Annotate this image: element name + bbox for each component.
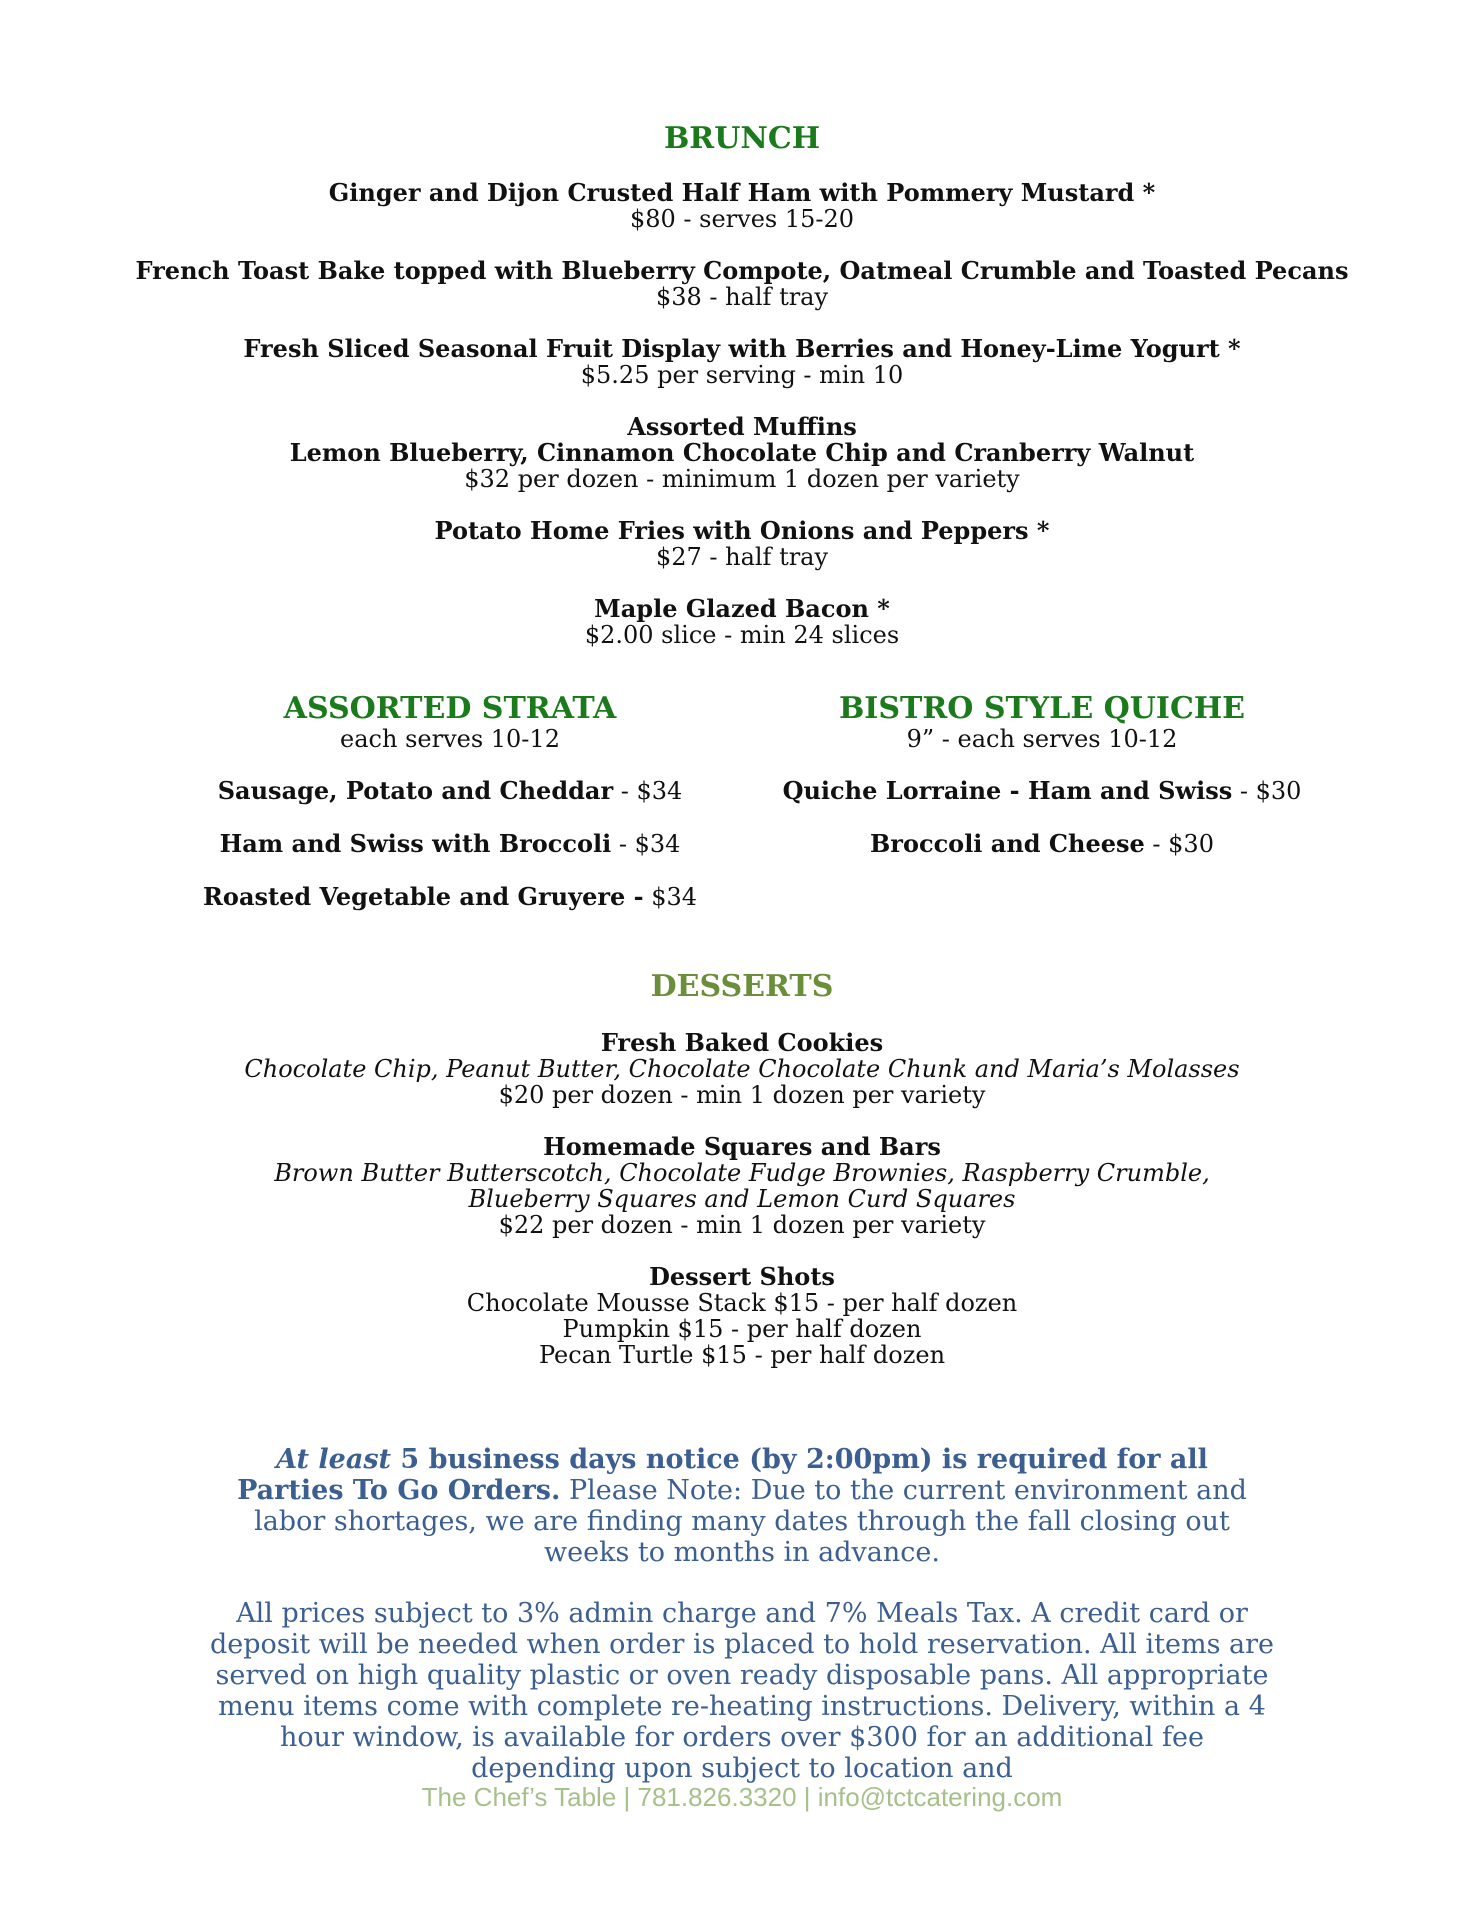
item-price: Pecan Turtle $15 - per half dozen <box>538 1341 946 1369</box>
notice-rest: Please Note: Due to the current environment and labor shortages, we are finding many dates through the fall closing out weeks to months in advance. <box>254 1475 1247 1568</box>
quiche-item <box>762 778 1322 804</box>
quiche-section <box>762 692 1322 857</box>
item-name: Ginger and Dijon Crusted Half Ham with Pommery Mustard * <box>328 178 1156 207</box>
item-name: Potato Home Fries with Onions and Peppers * <box>434 516 1050 545</box>
brunch-heading: BRUNCH <box>663 121 821 156</box>
footer-contact: The Chef’s Table | 781.826.3320 | info@tctcatering.com <box>421 1782 1063 1812</box>
item-price: $5.25 per serving - min 10 <box>580 361 904 389</box>
desserts-heading: DESSERTS <box>650 969 834 1004</box>
item-price: - $34 <box>611 830 681 858</box>
quiche-item <box>762 831 1322 857</box>
terms-text: All prices subject to 3% admin charge and 7% Meals Tax. A credit card or deposit will be needed when order is placed to hold reservation. All items are served on high quality plastic or oven ready disposable pans. All appropriate menu items come with complete re-heating instructions. Delivery, within a 4 hour window, is available for orders over $300 for an additional fee depending upon subject to location and <box>210 1598 1275 1784</box>
item-name: Assorted Muffins <box>627 412 857 441</box>
quiche-heading: BISTRO STYLE QUICHE <box>838 691 1246 726</box>
item-name: Ham and Swiss with Broccoli <box>219 829 612 858</box>
item-name: Broccoli and Cheese <box>870 829 1145 858</box>
menu-item <box>0 1264 1484 1368</box>
item-price: Chocolate Mousse Stack $15 - per half dozen <box>466 1289 1018 1317</box>
strata-item <box>180 778 720 804</box>
order-notice <box>220 1444 1264 1568</box>
strata-item <box>180 831 720 857</box>
quiche-subtitle: 9” - each serves 10-12 <box>906 725 1178 753</box>
menu-item <box>0 1030 1484 1108</box>
menu-item <box>0 180 1484 232</box>
item-name: French Toast Bake topped with Blueberry Compote, Oatmeal Crumble and Toasted Pecans <box>135 256 1349 285</box>
item-price: $38 - half tray <box>655 283 829 311</box>
menu-item <box>0 596 1484 648</box>
strata-heading: ASSORTED STRATA <box>283 691 617 726</box>
item-price: $34 <box>643 883 697 911</box>
item-name: Sausage, Potato and Cheddar <box>217 776 614 805</box>
notice-lead-italic: At least <box>276 1444 392 1475</box>
strata-subtitle: each serves 10-12 <box>340 725 560 753</box>
item-name: Maple Glazed Bacon * <box>594 594 890 623</box>
item-price: $32 per dozen - minimum 1 dozen per variety <box>464 465 1020 493</box>
item-price: $22 per dozen - min 1 dozen per variety <box>498 1211 986 1239</box>
strata-section <box>180 692 720 910</box>
item-price: - $30 <box>1144 830 1214 858</box>
item-varieties: Brown Butter Butterscotch, Chocolate Fudge Brownies, Raspberry Crumble, <box>274 1159 1210 1187</box>
item-name: Homemade Squares and Bars <box>543 1132 941 1161</box>
menu-item <box>0 1134 1484 1238</box>
item-price: $80 - serves 15-20 <box>629 205 855 233</box>
item-varieties: Blueberry Squares and Lemon Curd Squares <box>468 1185 1016 1213</box>
menu-item <box>0 518 1484 570</box>
item-price: - $34 <box>613 777 683 805</box>
item-varieties: Chocolate Chip, Peanut Butter, Chocolate Chocolate Chunk and Maria’s Molasses <box>244 1055 1240 1083</box>
item-name: Fresh Baked Cookies <box>600 1028 884 1057</box>
item-price: $20 per dozen - min 1 dozen per variety <box>498 1081 986 1109</box>
menu-item <box>0 336 1484 388</box>
item-price: $2.00 slice - min 24 slices <box>584 621 900 649</box>
item-name: Quiche Lorraine - Ham and Swiss <box>782 776 1233 805</box>
item-subname: Lemon Blueberry, Cinnamon Chocolate Chip and Cranberry Walnut <box>289 438 1195 467</box>
notice-lead-bold: 5 business days notice (by 2:00pm) is required for all Parties To Go Orders. <box>237 1444 1208 1506</box>
item-price: - $30 <box>1232 777 1302 805</box>
item-name: Dessert Shots <box>649 1262 835 1291</box>
menu-item <box>0 258 1484 310</box>
item-name: Roasted Vegetable and Gruyere - <box>202 882 644 911</box>
strata-item <box>180 884 720 910</box>
item-name: Fresh Sliced Seasonal Fruit Display with Berries and Honey-Lime Yogurt * <box>243 334 1241 363</box>
item-price: $27 - half tray <box>655 543 829 571</box>
menu-item <box>0 414 1484 492</box>
item-price: Pumpkin $15 - per half dozen <box>562 1315 922 1343</box>
